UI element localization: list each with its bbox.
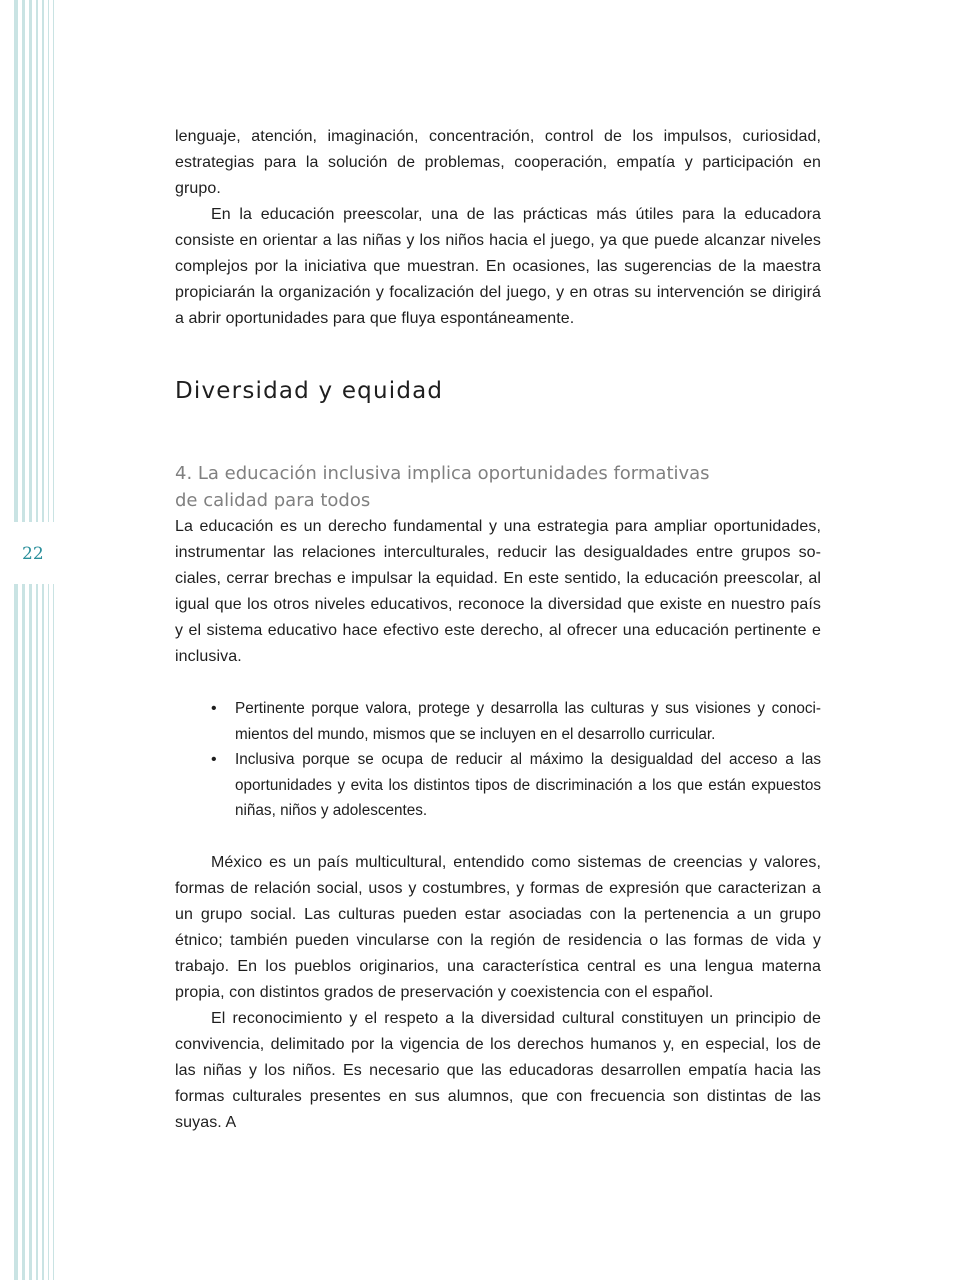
subsection-title-line: 4. La educación inclusiva implica oportunidades formativas [175,463,710,484]
body-paragraph: La educación es un derecho fundamental y una estrategia para ampliar oportunidades, instrumentar las relaciones interculturales, reducir las desigualdades entre grupos sociales, cerrar brechas e impulsar la equidad. En este sentido, la educación preescolar, al igual que los otros niveles educativos, reconoce la diversidad que existe en nuestro país y el sistema educativo hace efectivo este derecho, al ofrecer una educación pertinente e inclusiva. [175,518,821,665]
subsection-title [175,460,821,514]
stripe [14,0,18,1280]
stripe [29,0,32,1280]
page-content [175,124,821,1136]
list-item [211,747,821,824]
body-paragraph: En la educación preescolar, una de las prácticas más útiles para la educadora consiste en orientar a las niñas y los niños hacia el juego, ya que puede alcanzar niveles complejos por la iniciativa que muestran. En ocasiones, las sugerencias de la maestra propiciarán la organización y focalización del juego, y en otras su intervención se dirigirá a abrir oportunidades para que fluya espontáneamente. [175,206,821,327]
body-paragraph: El reconocimiento y el respeto a la diversidad cultural constituyen un principio de convivencia, delimitado por la vigencia de los derechos humanos y, en especial, los de las niñas y los niños. Es necesario que las educadoras desarrollen empatía hacia las formas culturales presentes en sus alumnos, que con frecuencia son distintas de las suyas. A [175,1009,821,1131]
stripe [53,0,54,1280]
list-item-text: Pertinente porque valora, protege y desarrolla las culturas y sus visiones y conocimientos del mundo, mismos que se incluyen en el desarrollo curricular. [235,700,821,743]
bullet-icon: • [211,751,217,768]
page-number: 22 [22,544,44,564]
stripe [48,0,49,1280]
stripe [36,0,38,1280]
list-item-text: Inclusiva porque se ocupa de reducir al máximo la desigualdad del acceso a las oportunidades y evita los distintos tipos de discriminación a los que están expuestos niñas, niños y adolescentes. [235,751,821,819]
bullet-icon: • [211,700,217,717]
list-item [211,696,821,747]
section-title: Diversidad y equidad [175,378,444,404]
bullet-list [175,696,821,824]
stripe [42,0,44,1280]
stripe [22,0,25,1280]
decorative-side-stripes [0,0,60,1280]
body-paragraph: México es un país multicultural, entendido como sistemas de creencias y valores, formas de relación social, usos y costumbres, y formas de expresión que caracterizan a un grupo social. Las culturas pueden estar asociadas con la pertenencia a un grupo étnico; también pueden vincularse con la región de residencia o las formas de vida y trabajo. En los pueblos originarios, una característica central es una lengua materna propia, con distintos grados de preservación y coexistencia con el español. [175,853,821,1001]
subsection-title-line: de calidad para todos [175,490,371,511]
body-paragraph: lenguaje, atención, imaginación, concentración, control de los impulsos, curiosidad, estrategias para la solución de problemas, cooperación, empatía y participación en grupo. [175,128,821,197]
